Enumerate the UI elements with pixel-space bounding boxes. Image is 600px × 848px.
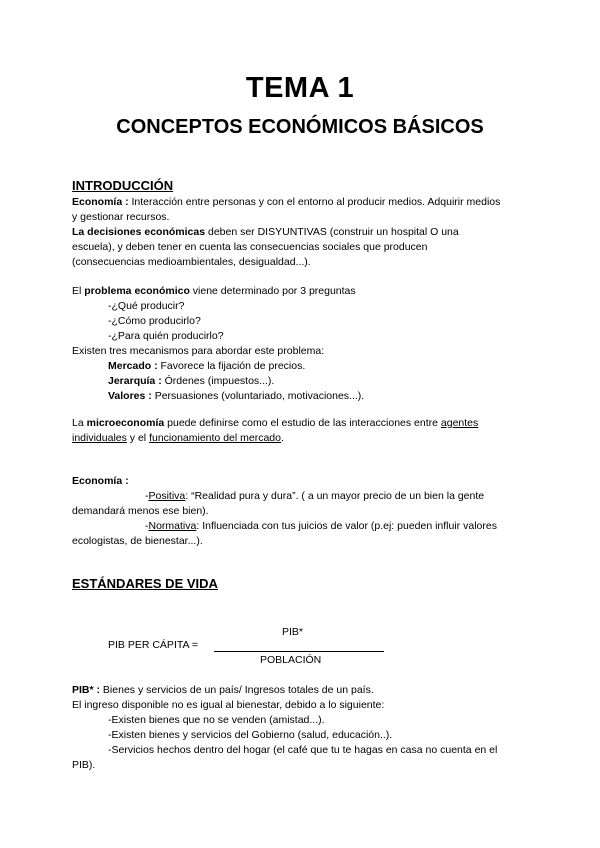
formula-denominator: POBLACIÓN xyxy=(260,654,322,666)
pregunta-item: -¿Para quién producirlo? xyxy=(108,330,224,342)
mecanismo-mercado xyxy=(108,359,305,374)
micro-end: . xyxy=(280,432,284,444)
economia-definition xyxy=(72,195,500,210)
microeconomia-line2 xyxy=(72,431,284,446)
microeconomia-paragraph xyxy=(72,416,478,431)
jerarquia-label: Jerarquía : xyxy=(108,375,162,387)
mecanismo-jerarquia xyxy=(108,374,274,389)
estandares-heading: ESTÁNDARES DE VIDA xyxy=(72,576,218,591)
page-title: TEMA 1 xyxy=(245,72,355,104)
page-subtitle: CONCEPTOS ECONÓMICOS BÁSICOS xyxy=(116,116,484,138)
normativa-label: Normativa xyxy=(148,520,197,532)
problema-pre: El xyxy=(72,285,85,297)
valores-label: Valores : xyxy=(108,390,152,402)
decisiones-line2: escuela), y deben tener en cuenta las consecuencias sociales que producen xyxy=(72,241,428,253)
positiva-dash: - xyxy=(145,490,149,502)
economia2-label: Economía : xyxy=(72,475,129,487)
decisiones-line3: (consecuencias medioambientales, desigualdad...). xyxy=(72,256,311,268)
ingreso-item: -Existen bienes y servicios del Gobierno (salud, educación..). xyxy=(108,729,393,741)
micro-mid: puede definirse como el estudio de las interacciones entre xyxy=(164,417,441,429)
problema-post: viene determinado por 3 preguntas xyxy=(189,285,356,297)
mercado-label: Mercado : xyxy=(108,360,158,372)
micro-link-mercado: funcionamiento del mercado xyxy=(149,432,281,444)
normativa-text: : Influenciada con tus juicios de valor (p.ej: pueden influir valores xyxy=(196,520,497,532)
intro-heading: INTRODUCCIÓN xyxy=(72,178,174,193)
pregunta-item: -¿Qué producir? xyxy=(108,300,185,312)
economia-label: Economía : xyxy=(72,196,129,208)
ingreso-text: El ingreso disponible no es igual al bienestar, debido a lo siguiente: xyxy=(72,699,385,711)
normativa-line xyxy=(145,519,497,534)
economia-text: Interacción entre personas y con el entorno al producir medios. Adquirir medios xyxy=(128,196,501,208)
mecanismos-text: Existen tres mecanismos para abordar este problema: xyxy=(72,345,325,357)
pregunta-item: -¿Cómo producirlo? xyxy=(108,315,201,327)
problema-paragraph xyxy=(72,284,356,299)
micro-pre: La xyxy=(72,417,87,429)
mecanismo-valores xyxy=(108,389,364,404)
normativa-line2: ecologistas, de bienestar...). xyxy=(72,535,203,547)
micro-bold: microeconomía xyxy=(86,417,165,429)
positiva-text: : “Realidad pura y dura”. ( a un mayor precio de un bien la gente xyxy=(185,490,485,502)
ingreso-item: -Existen bienes que no se venden (amistad...). xyxy=(108,714,325,726)
micro-link-individuales: individuales xyxy=(72,432,127,444)
positiva-label: Positiva xyxy=(148,490,186,502)
pib-definition xyxy=(72,683,374,698)
valores-text: Persuasiones (voluntariado, motivaciones...). xyxy=(151,390,365,402)
micro-link-agentes: agentes xyxy=(440,417,479,429)
decisiones-label: La decisiones económicas xyxy=(72,226,206,238)
decisiones-text: deben ser DISYUNTIVAS (construir un hospital O una xyxy=(205,226,459,238)
formula-label: PIB PER CÁPITA = xyxy=(108,639,198,651)
formula-fraction-line xyxy=(214,651,384,652)
micro-y: y el xyxy=(126,432,150,444)
positiva-line2: demandará menos ese bien). xyxy=(72,505,209,517)
pib-text: Bienes y servicios de un país/ Ingresos totales de un país. xyxy=(100,684,374,696)
economia-definition-cont: y gestionar recursos. xyxy=(72,211,170,223)
decisiones-paragraph xyxy=(72,225,459,240)
pib-label: PIB* : xyxy=(72,684,101,696)
ingreso-item-cont: PIB). xyxy=(72,759,96,771)
jerarquia-text: Órdenes (impuestos...). xyxy=(161,375,275,387)
normativa-dash: - xyxy=(145,520,149,532)
positiva-line xyxy=(145,489,484,504)
economia-label-2 xyxy=(72,474,129,489)
mercado-text: Favorece la fijación de precios. xyxy=(157,360,306,372)
problema-bold: problema económico xyxy=(84,285,190,297)
formula-numerator: PIB* xyxy=(282,626,304,638)
ingreso-item: -Servicios hechos dentro del hogar (el café que tu te hagas en casa no cuenta en el xyxy=(108,744,498,756)
